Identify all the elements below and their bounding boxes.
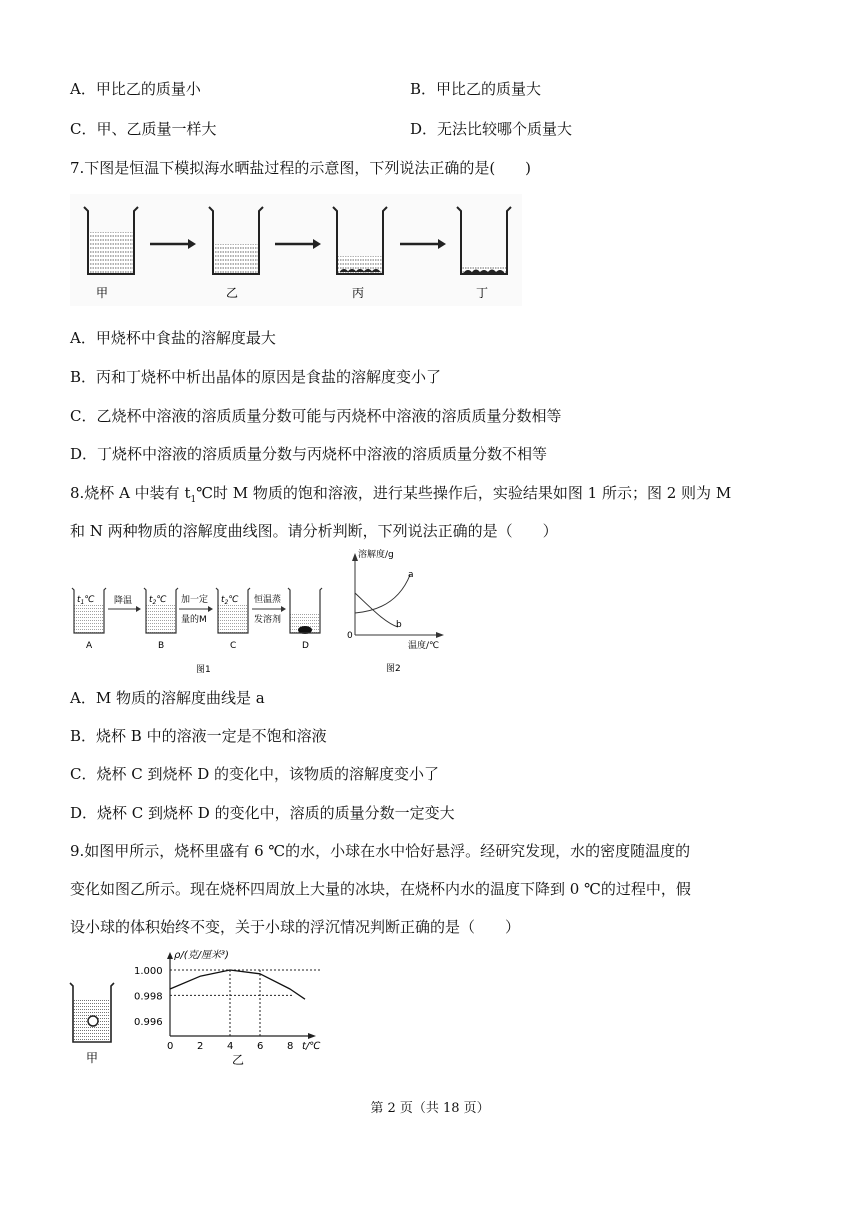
q6-option-c: C．甲、乙质量一样大	[70, 120, 217, 138]
fig-jia-label: 甲	[86, 1051, 99, 1065]
q7-option-d: D．丁烧杯中溶液的溶质质量分数与丙烧杯中溶液的溶质质量分数不相等	[70, 445, 548, 463]
q9-line1: 9.如图甲所示，烧杯里盛有 6 ℃的水，小球在水中恰好悬浮。经研究发现，水的密度随温度的	[70, 842, 691, 860]
q8-option-d: D．烧杯 C 到烧杯 D 的变化中，溶质的质量分数一定变大	[70, 804, 455, 822]
q6-option-d: D．无法比较哪个质量大	[410, 120, 573, 138]
y-tick-label: 0.996	[134, 1016, 163, 1028]
curve-a-label: a	[408, 570, 414, 580]
beaker-d	[288, 588, 322, 634]
beaker-c	[216, 588, 250, 633]
fig2-caption: 图2	[386, 664, 401, 674]
fig-yi-label: 乙	[232, 1053, 245, 1066]
svg-text:加一定: 加一定	[181, 595, 209, 605]
label-a: A	[86, 641, 93, 651]
q8-option-c: C．烧杯 C 到烧杯 D 的变化中，该物质的溶解度变小了	[70, 765, 440, 783]
svg-text:恒温蒸: 恒温蒸	[254, 595, 282, 605]
label-ding: 丁	[476, 286, 489, 300]
y-tick-label: 1.000	[134, 966, 163, 977]
svg-text:t2℃: $t_2℃$	[149, 595, 167, 606]
label-jia: 甲	[96, 286, 109, 300]
x-tick-label: 4	[227, 1041, 234, 1052]
x-tick-label: 6	[257, 1041, 264, 1052]
arrow-evaporate	[252, 593, 286, 625]
q8-stem-line2: 和 N 两种物质的溶解度曲线图。请分析判断，下列说法正确的是（ ）	[70, 522, 558, 540]
curve-b	[355, 593, 398, 627]
q7-option-b: B．丙和丁烧杯中析出晶体的原因是食盐的溶解度变小了	[70, 368, 442, 386]
q7-option-a: A．甲烧杯中食盐的溶解度最大	[70, 329, 276, 347]
beaker-jia-q9	[70, 983, 114, 1042]
label-yi: 乙	[226, 286, 239, 300]
curve-a	[355, 575, 410, 613]
label-c: C	[230, 641, 237, 651]
label-bing: 丙	[352, 286, 365, 300]
chart-xlabel: t/℃	[302, 1041, 321, 1052]
q6-option-a: A．甲比乙的质量小	[70, 80, 201, 98]
density-curve	[170, 970, 305, 999]
label-d: D	[302, 641, 309, 651]
beaker-a	[72, 588, 106, 633]
chart-ylabel: ρ/(克/厘米³)	[174, 950, 229, 961]
fig2-xlabel: 温度/℃	[408, 641, 440, 651]
q8-stem-line1: 8.烧杯 A 中装有 $t_1℃$时 M 物质的饱和溶液，进行某些操作后，实验结果如图 1 所示；图 2 则为 M	[70, 484, 732, 505]
svg-text:量的M: 量的M	[181, 615, 207, 625]
q8-figure-1	[68, 580, 328, 680]
q7-option-c: C．乙烧杯中溶液的溶质质量分数可能与丙烧杯中溶液的溶质质量分数相等	[70, 407, 562, 425]
svg-text:发溶剂: 发溶剂	[254, 615, 282, 625]
q7-figure	[70, 194, 522, 306]
curve-b-label: b	[396, 620, 402, 630]
fig2-ylabel: 溶解度/g	[358, 550, 394, 560]
fig2-origin: 0	[347, 631, 353, 641]
x-tick-label: 0	[167, 1041, 174, 1052]
fig1-caption: 图1	[196, 665, 211, 675]
q9-figure	[66, 948, 336, 1066]
q7-stem: 7.下图是恒温下模拟海水晒盐过程的示意图，下列说法正确的是( )	[70, 159, 532, 177]
q8-figure-2	[340, 545, 450, 677]
arrow-cooling	[108, 594, 141, 612]
beaker-b	[144, 588, 178, 633]
y-tick-label: 0.998	[134, 991, 163, 1003]
q8-option-a: A．M 物质的溶解度曲线是 a	[70, 689, 265, 707]
x-tick-label: 8	[287, 1041, 294, 1052]
x-tick-label: 2	[197, 1041, 204, 1052]
q9-line3: 设小球的体积始终不变，关于小球的浮沉情况判断正确的是（ ）	[70, 918, 521, 936]
q6-option-b: B．甲比乙的质量大	[410, 80, 542, 98]
q8-option-b: B．烧杯 B 中的溶液一定是不饱和溶液	[70, 727, 327, 745]
svg-text:降温: 降温	[114, 596, 133, 606]
arrow-add-m	[179, 593, 213, 625]
q9-line2: 变化如图乙所示。现在烧杯四周放上大量的冰块，在烧杯内水的温度下降到 0 ℃的过程中，假	[70, 880, 691, 898]
density-chart	[134, 949, 321, 1052]
svg-text:t2℃: $t_2℃$	[221, 595, 239, 606]
page-footer: 第 2 页（共 18 页）	[370, 1101, 490, 1116]
label-b: B	[158, 641, 165, 651]
svg-text:t1℃: $t_1℃$	[77, 595, 95, 606]
